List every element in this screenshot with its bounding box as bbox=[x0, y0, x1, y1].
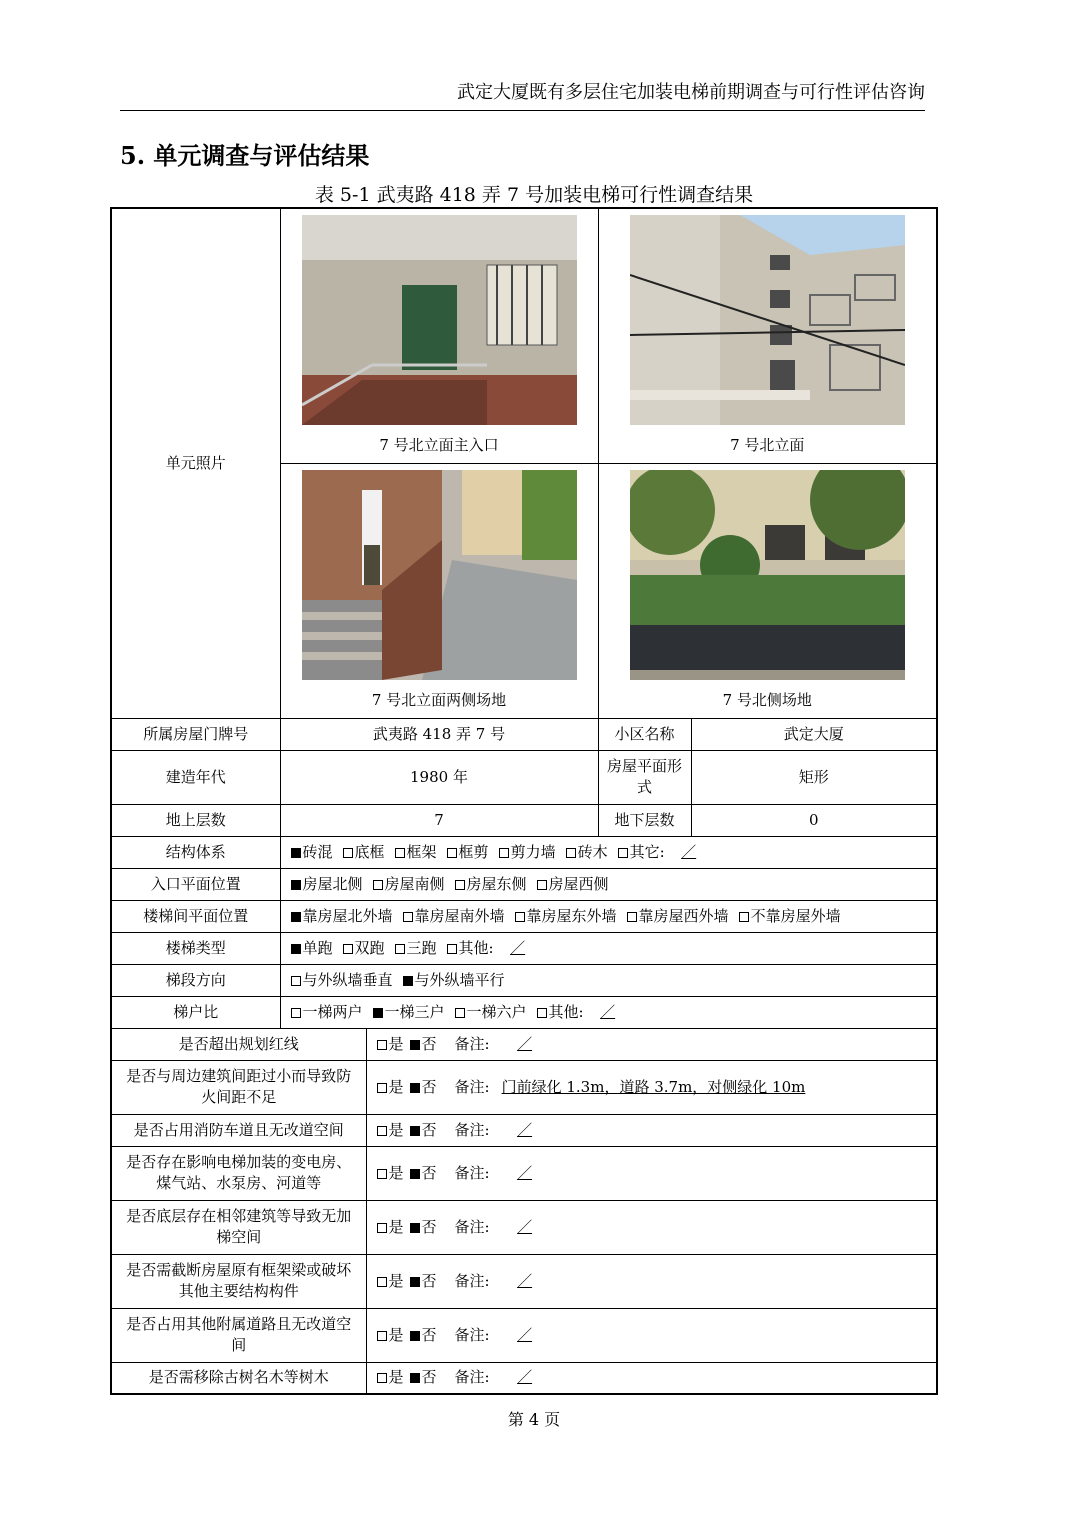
option-row-label: 梯户比 bbox=[111, 996, 280, 1028]
option-row-label: 楼梯类型 bbox=[111, 932, 280, 964]
checkbox-icon[interactable] bbox=[291, 880, 301, 890]
checkbox-icon[interactable] bbox=[455, 880, 465, 890]
option-row-label: 入口平面位置 bbox=[111, 868, 280, 900]
checkbox-label: 三跑 bbox=[406, 938, 437, 957]
question-answer bbox=[366, 1254, 937, 1308]
remark-value: 门前绿化 1.3m，道路 3.7m，对侧绿化 10m bbox=[501, 1077, 806, 1096]
checkbox-icon[interactable] bbox=[455, 1008, 465, 1018]
remark-value: ／ bbox=[517, 1034, 533, 1053]
question-label: 是否占用其他附属道路且无改道空间 bbox=[111, 1308, 366, 1362]
remark-value: ／ bbox=[517, 1217, 533, 1236]
photos-label: 单元照片 bbox=[111, 208, 280, 718]
no-option[interactable] bbox=[410, 1272, 437, 1290]
basement-value: 0 bbox=[691, 804, 937, 836]
address-value: 武夷路 418 弄 7 号 bbox=[280, 718, 598, 750]
no-option[interactable] bbox=[410, 1326, 437, 1344]
option-row bbox=[111, 996, 937, 1028]
remark-label: 备注: bbox=[454, 1077, 490, 1096]
photo-caption: 7 号北立面两侧场地 bbox=[371, 691, 507, 709]
other-value: ／ bbox=[510, 938, 526, 957]
checkbox-icon[interactable] bbox=[410, 1373, 420, 1383]
checkbox-option[interactable] bbox=[455, 1003, 527, 1021]
checkbox-icon[interactable] bbox=[566, 848, 576, 858]
checkbox-icon[interactable] bbox=[627, 912, 637, 922]
no-option[interactable] bbox=[410, 1121, 437, 1139]
checkbox-option[interactable] bbox=[395, 939, 437, 957]
yes-option[interactable] bbox=[377, 1272, 404, 1290]
checkbox-label: 框剪 bbox=[458, 842, 489, 861]
checkbox-icon[interactable] bbox=[377, 1126, 387, 1136]
option-row-label: 结构体系 bbox=[111, 836, 280, 868]
checkbox-label: 房屋南侧 bbox=[384, 874, 445, 893]
question-answer bbox=[366, 1028, 937, 1060]
checkbox-option[interactable] bbox=[373, 875, 445, 893]
checkbox-icon[interactable] bbox=[410, 1277, 420, 1287]
yes-option[interactable] bbox=[377, 1218, 404, 1236]
checkbox-label: 房屋东侧 bbox=[466, 874, 527, 893]
checkbox-icon[interactable] bbox=[291, 976, 301, 986]
checkbox-icon[interactable] bbox=[410, 1040, 420, 1050]
checkbox-label: 单跑 bbox=[302, 938, 333, 957]
checkbox-option[interactable] bbox=[515, 907, 617, 925]
checkbox-icon[interactable] bbox=[377, 1373, 387, 1383]
photo-cell bbox=[598, 463, 937, 718]
question-row bbox=[111, 1362, 937, 1394]
photo-cell bbox=[598, 208, 937, 463]
checkbox-icon[interactable] bbox=[739, 912, 749, 922]
option-row-value bbox=[280, 836, 937, 868]
checkbox-icon[interactable] bbox=[410, 1169, 420, 1179]
question-row bbox=[111, 1114, 937, 1146]
survey-table bbox=[110, 207, 938, 1395]
option-row bbox=[111, 836, 937, 868]
checkbox-option[interactable] bbox=[537, 1003, 584, 1021]
checkbox-option[interactable] bbox=[455, 875, 527, 893]
checkbox-option[interactable] bbox=[403, 971, 505, 989]
yes-label: 是 bbox=[388, 1325, 404, 1344]
checkbox-option[interactable] bbox=[291, 843, 333, 861]
checkbox-icon[interactable] bbox=[537, 880, 547, 890]
question-label: 是否需截断房屋原有框架梁或破坏其他主要结构构件 bbox=[111, 1254, 366, 1308]
checkbox-icon[interactable] bbox=[410, 1331, 420, 1341]
side-site-photo bbox=[302, 470, 577, 680]
checkbox-icon[interactable] bbox=[373, 1008, 383, 1018]
no-option[interactable] bbox=[410, 1164, 437, 1182]
checkbox-label: 底框 bbox=[354, 842, 385, 861]
checkbox-label: 一梯六户 bbox=[466, 1002, 527, 1021]
remark-label: 备注: bbox=[454, 1368, 490, 1387]
checkbox-label: 与外纵墙垂直 bbox=[302, 970, 393, 989]
checkbox-option[interactable] bbox=[291, 1003, 363, 1021]
option-row-label: 梯段方向 bbox=[111, 964, 280, 996]
question-answer bbox=[366, 1200, 937, 1254]
yes-option[interactable] bbox=[377, 1368, 404, 1386]
remark-label: 备注: bbox=[454, 1325, 490, 1344]
building-entrance-photo bbox=[302, 215, 577, 425]
checkbox-option[interactable] bbox=[618, 843, 665, 861]
checkbox-option[interactable] bbox=[403, 907, 505, 925]
checkbox-label: 一梯两户 bbox=[302, 1002, 363, 1021]
checkbox-icon[interactable] bbox=[377, 1083, 387, 1093]
checkbox-option[interactable] bbox=[343, 939, 385, 957]
checkbox-option[interactable] bbox=[291, 971, 393, 989]
plan-label: 房屋平面形式 bbox=[598, 750, 691, 804]
checkbox-icon[interactable] bbox=[395, 944, 405, 954]
plan-value: 矩形 bbox=[691, 750, 937, 804]
checkbox-label: 与外纵墙平行 bbox=[414, 970, 505, 989]
yes-label: 是 bbox=[388, 1368, 404, 1387]
yes-option[interactable] bbox=[377, 1078, 404, 1096]
yes-label: 是 bbox=[388, 1077, 404, 1096]
checkbox-option[interactable] bbox=[373, 1003, 445, 1021]
checkbox-icon[interactable] bbox=[291, 1008, 301, 1018]
question-label: 是否超出规划红线 bbox=[111, 1028, 366, 1060]
question-label: 是否占用消防车道且无改道空间 bbox=[111, 1114, 366, 1146]
remark-label: 备注: bbox=[454, 1271, 490, 1290]
no-option[interactable] bbox=[410, 1368, 437, 1386]
checkbox-label: 靠房屋南外墙 bbox=[414, 906, 505, 925]
no-option[interactable] bbox=[410, 1078, 437, 1096]
checkbox-label: 靠房屋北外墙 bbox=[302, 906, 393, 925]
checkbox-option[interactable] bbox=[395, 843, 437, 861]
remark-value: ／ bbox=[517, 1163, 533, 1182]
checkbox-icon[interactable] bbox=[291, 848, 301, 858]
option-row-value bbox=[280, 996, 937, 1028]
checkbox-label: 一梯三户 bbox=[384, 1002, 445, 1021]
remark-label: 备注: bbox=[454, 1120, 490, 1139]
checkbox-label: 其它: bbox=[629, 842, 665, 861]
photo-caption: 7 号北侧场地 bbox=[722, 691, 812, 709]
checkbox-icon[interactable] bbox=[499, 848, 509, 858]
north-site-photo bbox=[630, 470, 905, 680]
no-label: 否 bbox=[421, 1120, 437, 1139]
checkbox-label: 双跑 bbox=[354, 938, 385, 957]
remark-label: 备注: bbox=[454, 1217, 490, 1236]
table-caption: 表 5-1 武夷路 418 弄 7 号加装电梯可行性调查结果 bbox=[314, 184, 754, 206]
checkbox-label: 剪力墙 bbox=[510, 842, 556, 861]
checkbox-option[interactable] bbox=[739, 907, 841, 925]
remark-value: ／ bbox=[517, 1368, 533, 1387]
yes-option[interactable] bbox=[377, 1035, 404, 1053]
floors-label: 地上层数 bbox=[111, 804, 280, 836]
question-label: 是否需移除古树名木等树木 bbox=[111, 1362, 366, 1394]
option-row bbox=[111, 900, 937, 932]
checkbox-icon[interactable] bbox=[410, 1083, 420, 1093]
checkbox-icon[interactable] bbox=[343, 944, 353, 954]
checkbox-label: 房屋西侧 bbox=[548, 874, 609, 893]
checkbox-icon[interactable] bbox=[343, 848, 353, 858]
checkbox-option[interactable] bbox=[627, 907, 729, 925]
checkbox-option[interactable] bbox=[291, 907, 393, 925]
year-value: 1980 年 bbox=[280, 750, 598, 804]
remark-label: 备注: bbox=[454, 1163, 490, 1182]
remark-value: ／ bbox=[517, 1271, 533, 1290]
checkbox-option[interactable] bbox=[566, 843, 608, 861]
checkbox-label: 其他: bbox=[458, 938, 494, 957]
checkbox-label: 不靠房屋外墙 bbox=[750, 906, 841, 925]
checkbox-option[interactable] bbox=[499, 843, 556, 861]
checkbox-label: 框架 bbox=[406, 842, 437, 861]
yes-label: 是 bbox=[388, 1034, 404, 1053]
floors-value: 7 bbox=[280, 804, 598, 836]
question-row bbox=[111, 1254, 937, 1308]
no-label: 否 bbox=[421, 1325, 437, 1344]
page-footer: 第 4 页 bbox=[507, 1410, 561, 1429]
question-label: 是否存在影响电梯加装的变电房、煤气站、水泵房、河道等 bbox=[111, 1146, 366, 1200]
no-option[interactable] bbox=[410, 1035, 437, 1053]
checkbox-icon[interactable] bbox=[515, 912, 525, 922]
question-row bbox=[111, 1146, 937, 1200]
page-header: 武定大厦既有多层住宅加装电梯前期调查与可行性评估咨询 bbox=[120, 78, 925, 111]
checkbox-option[interactable] bbox=[537, 875, 609, 893]
checkbox-icon[interactable] bbox=[410, 1223, 420, 1233]
checkbox-label: 房屋北侧 bbox=[302, 874, 363, 893]
photo-cell bbox=[280, 463, 598, 718]
question-row bbox=[111, 1028, 937, 1060]
checkbox-icon[interactable] bbox=[395, 848, 405, 858]
no-label: 否 bbox=[421, 1271, 437, 1290]
checkbox-icon[interactable] bbox=[377, 1331, 387, 1341]
other-value: ／ bbox=[600, 1002, 616, 1021]
building-facade-photo bbox=[630, 215, 905, 425]
no-label: 否 bbox=[421, 1217, 437, 1236]
checkbox-option[interactable] bbox=[291, 939, 333, 957]
question-answer bbox=[366, 1114, 937, 1146]
yes-option[interactable] bbox=[377, 1164, 404, 1182]
yes-label: 是 bbox=[388, 1163, 404, 1182]
photo-caption: 7 号北立面 bbox=[730, 436, 805, 455]
question-row bbox=[111, 1200, 937, 1254]
checkbox-icon[interactable] bbox=[618, 848, 628, 858]
checkbox-icon[interactable] bbox=[447, 944, 457, 954]
community-value: 武定大厦 bbox=[691, 718, 937, 750]
address-label: 所属房屋门牌号 bbox=[111, 718, 280, 750]
no-label: 否 bbox=[421, 1163, 437, 1182]
photo-caption: 7 号北立面主入口 bbox=[379, 436, 499, 455]
question-label: 是否底层存在相邻建筑等导致无加梯空间 bbox=[111, 1200, 366, 1254]
checkbox-label: 靠房屋东外墙 bbox=[526, 906, 617, 925]
photo-cell bbox=[280, 208, 598, 463]
checkbox-option[interactable] bbox=[447, 939, 494, 957]
checkbox-icon[interactable] bbox=[291, 912, 301, 922]
option-row-value bbox=[280, 964, 937, 996]
checkbox-icon[interactable] bbox=[377, 1169, 387, 1179]
checkbox-label: 砖混 bbox=[302, 842, 333, 861]
option-row-value bbox=[280, 868, 937, 900]
checkbox-label: 其他: bbox=[548, 1002, 584, 1021]
checkbox-icon[interactable] bbox=[403, 912, 413, 922]
option-row bbox=[111, 868, 937, 900]
remark-value: ／ bbox=[517, 1325, 533, 1344]
checkbox-icon[interactable] bbox=[447, 848, 457, 858]
question-row bbox=[111, 1308, 937, 1362]
checkbox-option[interactable] bbox=[343, 843, 385, 861]
checkbox-icon[interactable] bbox=[291, 944, 301, 954]
question-answer bbox=[366, 1146, 937, 1200]
no-label: 否 bbox=[421, 1368, 437, 1387]
question-rows bbox=[111, 1028, 937, 1394]
remark-value: ／ bbox=[517, 1120, 533, 1139]
community-label: 小区名称 bbox=[598, 718, 691, 750]
question-label: 是否与周边建筑间距过小而导致防火间距不足 bbox=[111, 1060, 366, 1114]
option-row bbox=[111, 964, 937, 996]
no-label: 否 bbox=[421, 1034, 437, 1053]
checkbox-label: 砖木 bbox=[577, 842, 608, 861]
checkbox-icon[interactable] bbox=[377, 1277, 387, 1287]
checkbox-icon[interactable] bbox=[537, 1008, 547, 1018]
no-label: 否 bbox=[421, 1077, 437, 1096]
checkbox-icon[interactable] bbox=[377, 1223, 387, 1233]
year-label: 建造年代 bbox=[111, 750, 280, 804]
question-row bbox=[111, 1060, 937, 1114]
checkbox-icon[interactable] bbox=[403, 976, 413, 986]
yes-label: 是 bbox=[388, 1271, 404, 1290]
yes-label: 是 bbox=[388, 1217, 404, 1236]
checkbox-icon[interactable] bbox=[373, 880, 383, 890]
option-row-label: 楼梯间平面位置 bbox=[111, 900, 280, 932]
other-value: ／ bbox=[681, 842, 697, 861]
section-heading: 5. 单元调查与评估结果 bbox=[120, 141, 370, 170]
yes-label: 是 bbox=[388, 1120, 404, 1139]
question-answer bbox=[366, 1362, 937, 1394]
checkbox-icon[interactable] bbox=[377, 1040, 387, 1050]
basement-label: 地下层数 bbox=[598, 804, 691, 836]
checkbox-option[interactable] bbox=[291, 875, 363, 893]
checkbox-option[interactable] bbox=[447, 843, 489, 861]
yes-option[interactable] bbox=[377, 1326, 404, 1344]
remark-label: 备注: bbox=[454, 1034, 490, 1053]
option-row-value bbox=[280, 900, 937, 932]
option-row bbox=[111, 932, 937, 964]
yes-option[interactable] bbox=[377, 1121, 404, 1139]
question-answer bbox=[366, 1060, 937, 1114]
checkbox-icon[interactable] bbox=[410, 1126, 420, 1136]
question-answer bbox=[366, 1308, 937, 1362]
option-row-value bbox=[280, 932, 937, 964]
no-option[interactable] bbox=[410, 1218, 437, 1236]
options-rows bbox=[111, 836, 937, 1028]
checkbox-label: 靠房屋西外墙 bbox=[638, 906, 729, 925]
